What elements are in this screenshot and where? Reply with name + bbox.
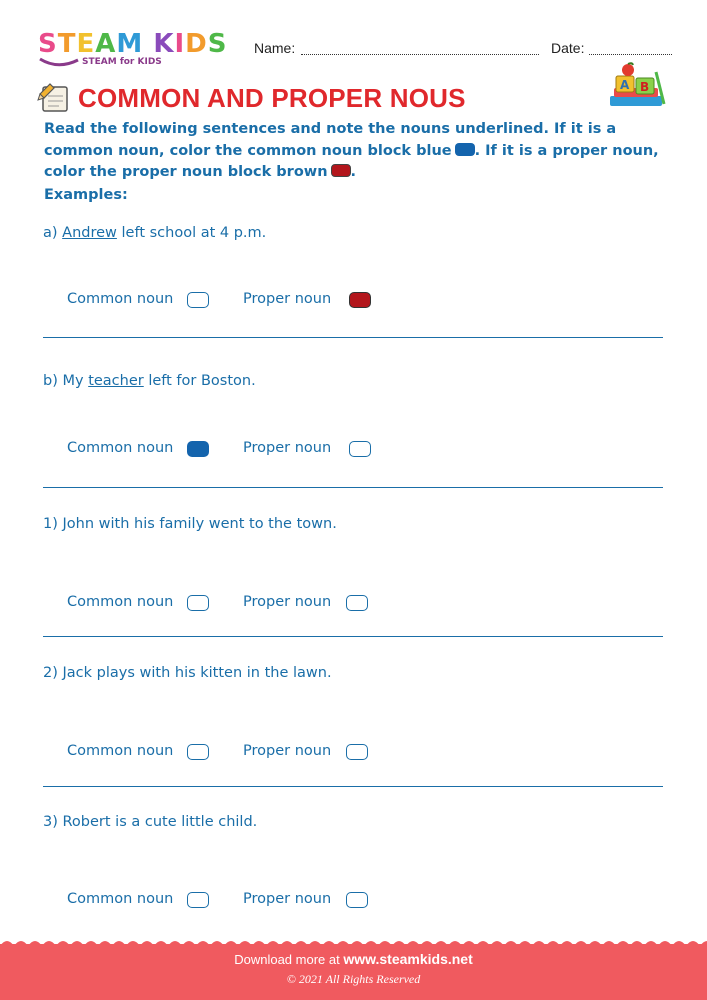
- page-title: COMMON AND PROPER NOUS: [78, 83, 466, 113]
- proper-noun-box[interactable]: [346, 595, 368, 611]
- common-noun-box[interactable]: [187, 292, 209, 308]
- underlined-noun: Andrew: [62, 225, 117, 241]
- steam-kids-logo: [38, 30, 238, 70]
- name-label: Name:: [254, 40, 296, 56]
- proper-noun-label: Proper noun: [243, 743, 332, 759]
- sentence-text: left school at 4 p.m.: [116, 225, 267, 241]
- instructions-part3: .: [350, 164, 357, 180]
- item-marker: 2): [43, 665, 58, 681]
- divider: [43, 337, 663, 338]
- name-field[interactable]: [301, 54, 539, 55]
- brown-swatch: [331, 164, 351, 177]
- common-noun-box[interactable]: [187, 441, 209, 457]
- sentence-text: My: [57, 373, 89, 389]
- logo-wordmark: STEAM KIDS: [38, 29, 228, 59]
- common-noun-label: Common noun: [67, 594, 174, 610]
- common-noun-box[interactable]: [187, 892, 209, 908]
- pencil-paper-icon: [37, 81, 71, 115]
- divider: [43, 636, 663, 637]
- common-noun-label: Common noun: [67, 743, 174, 759]
- underlined-noun: teacher: [88, 373, 144, 389]
- sentence-text: left for Boston.: [143, 373, 256, 389]
- date-field[interactable]: [589, 54, 672, 55]
- proper-noun-label: Proper noun: [243, 291, 332, 307]
- sentence-b: [43, 373, 256, 389]
- svg-text:B: B: [640, 80, 650, 94]
- proper-noun-label: Proper noun: [243, 594, 332, 610]
- proper-noun-box[interactable]: [349, 292, 371, 308]
- sentence-text: John with his family went to the town.: [57, 516, 337, 532]
- common-noun-label: Common noun: [67, 440, 174, 456]
- sentence-text: Jack plays with his kitten in the lawn.: [57, 665, 332, 681]
- proper-noun-box[interactable]: [349, 441, 371, 457]
- common-noun-label: Common noun: [67, 291, 174, 307]
- footer-site-link[interactable]: www.steamkids.net: [343, 951, 473, 967]
- common-noun-box[interactable]: [187, 595, 209, 611]
- sentence-2: [43, 665, 332, 681]
- logo-swoosh-icon: [38, 56, 80, 68]
- sentence-1: [43, 516, 337, 532]
- item-marker: b): [43, 373, 58, 389]
- instructions-part1: Read the following sentences and note the nouns underlined. If it is a common noun, color the common noun block blue: [44, 121, 617, 159]
- divider: [43, 487, 663, 488]
- footer-download-prefix: Download more at: [234, 952, 340, 967]
- proper-noun-label: Proper noun: [243, 891, 332, 907]
- footer-download: [0, 951, 707, 967]
- instructions-part2: . If it is a proper noun, color the proper noun block brown: [44, 142, 659, 180]
- sentence-a: [43, 225, 266, 241]
- abc-books-icon: [606, 62, 666, 114]
- proper-noun-box[interactable]: [346, 892, 368, 908]
- instructions: [44, 119, 674, 184]
- item-marker: 3): [43, 814, 58, 830]
- common-noun-box[interactable]: [187, 744, 209, 760]
- proper-noun-box[interactable]: [346, 744, 368, 760]
- examples-label: Examples:: [44, 187, 128, 203]
- proper-noun-label: Proper noun: [243, 440, 332, 456]
- sentence-3: [43, 814, 257, 830]
- item-marker: 1): [43, 516, 58, 532]
- common-noun-label: Common noun: [67, 891, 174, 907]
- date-label: Date:: [551, 40, 585, 56]
- svg-text:A: A: [620, 78, 630, 92]
- sentence-text: Robert is a cute little child.: [57, 814, 258, 830]
- logo-subtitle: STEAM for KIDS: [82, 57, 162, 67]
- blue-swatch: [455, 143, 475, 156]
- item-marker: a): [43, 225, 58, 241]
- footer-copyright: © 2021 All Rights Reserved: [286, 972, 421, 986]
- divider: [43, 786, 663, 787]
